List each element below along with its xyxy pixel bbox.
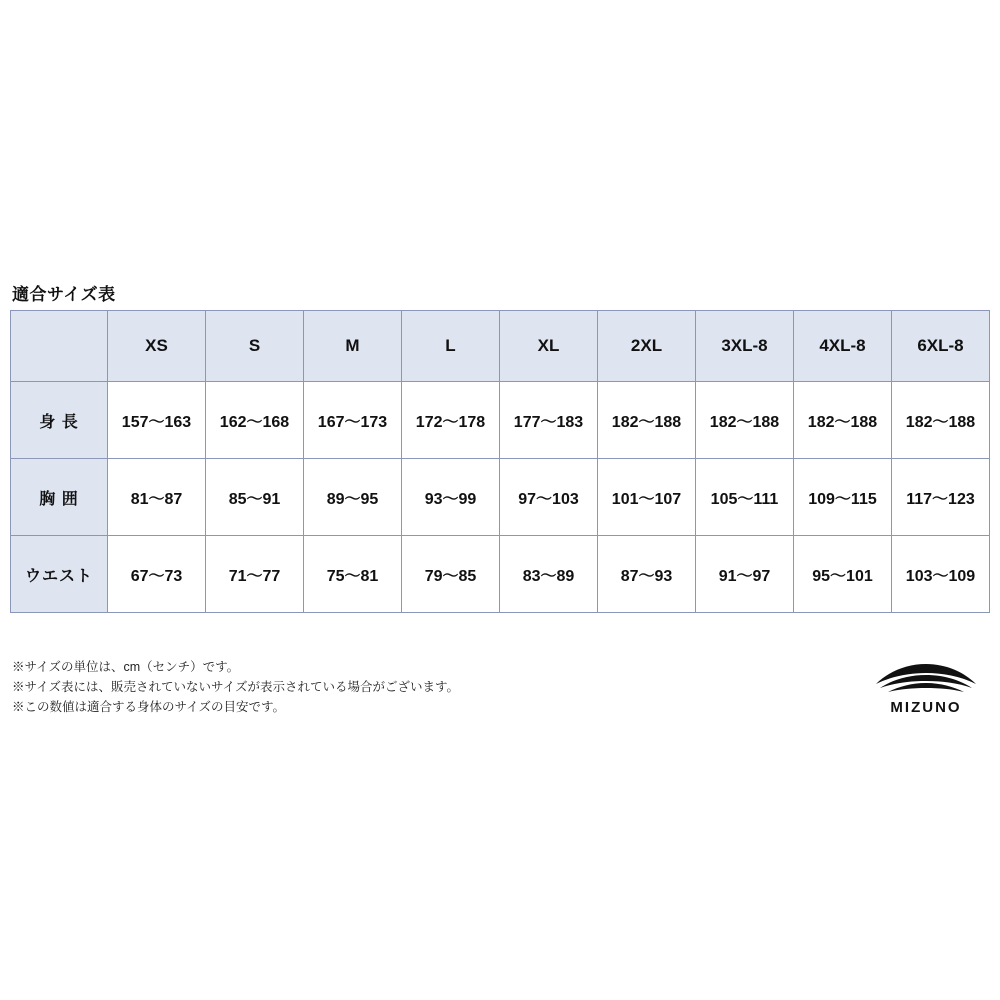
- footnote-guideline: ※この数値は適合する身体のサイズの目安です。: [12, 700, 286, 714]
- table-header: [11, 311, 990, 382]
- row-header-chest: 胸 囲: [11, 459, 108, 536]
- cell-chest-xl: 97〜103: [500, 459, 598, 536]
- table-row: [11, 382, 990, 459]
- cell-height-6xl8: 182〜188: [892, 382, 990, 459]
- cell-waist-m: 75〜81: [304, 536, 402, 613]
- cell-height-m: 167〜173: [304, 382, 402, 459]
- cell-waist-3xl8: 91〜97: [696, 536, 794, 613]
- mizuno-logo: [866, 660, 986, 722]
- cell-waist-6xl8: 103〜109: [892, 536, 990, 613]
- row-header-waist: ウエスト: [11, 536, 108, 613]
- size-table: [10, 310, 990, 613]
- row-header-height: 身 長: [11, 382, 108, 459]
- cell-chest-l: 93〜99: [402, 459, 500, 536]
- page-title: 適合サイズ表: [12, 285, 116, 304]
- cell-waist-l: 79〜85: [402, 536, 500, 613]
- cell-chest-3xl8: 105〜111: [696, 459, 794, 536]
- cell-chest-2xl: 101〜107: [598, 459, 696, 536]
- table-corner-cell: [11, 311, 108, 382]
- cell-chest-xs: 81〜87: [108, 459, 206, 536]
- footnote-availability: ※サイズ表には、販売されていないサイズが表示されている場合がございます。: [12, 680, 460, 694]
- column-header-l: L: [402, 311, 500, 382]
- cell-height-2xl: 182〜188: [598, 382, 696, 459]
- cell-waist-s: 71〜77: [206, 536, 304, 613]
- column-header-s: S: [206, 311, 304, 382]
- cell-chest-6xl8: 117〜123: [892, 459, 990, 536]
- cell-height-l: 172〜178: [402, 382, 500, 459]
- table-body: [11, 382, 990, 613]
- footnotes: [12, 657, 459, 717]
- cell-chest-4xl8: 109〜115: [794, 459, 892, 536]
- cell-waist-2xl: 87〜93: [598, 536, 696, 613]
- table-row: [11, 536, 990, 613]
- cell-chest-m: 89〜95: [304, 459, 402, 536]
- mizuno-wordmark: MIZUNO: [890, 699, 962, 716]
- table-row: [11, 459, 990, 536]
- table-header-row: [11, 311, 990, 382]
- cell-height-xl: 177〜183: [500, 382, 598, 459]
- column-header-2xl: 2XL: [598, 311, 696, 382]
- column-header-6xl8: 6XL-8: [892, 311, 990, 382]
- column-header-m: M: [304, 311, 402, 382]
- column-header-xl: XL: [500, 311, 598, 382]
- column-header-3xl8: 3XL-8: [696, 311, 794, 382]
- cell-height-xs: 157〜163: [108, 382, 206, 459]
- footnote-unit: ※サイズの単位は、cm（センチ）です。: [12, 660, 240, 674]
- cell-height-s: 162〜168: [206, 382, 304, 459]
- cell-waist-4xl8: 95〜101: [794, 536, 892, 613]
- cell-waist-xl: 83〜89: [500, 536, 598, 613]
- column-header-xs: XS: [108, 311, 206, 382]
- column-header-4xl8: 4XL-8: [794, 311, 892, 382]
- cell-height-3xl8: 182〜188: [696, 382, 794, 459]
- cell-waist-xs: 67〜73: [108, 536, 206, 613]
- cell-height-4xl8: 182〜188: [794, 382, 892, 459]
- cell-chest-s: 85〜91: [206, 459, 304, 536]
